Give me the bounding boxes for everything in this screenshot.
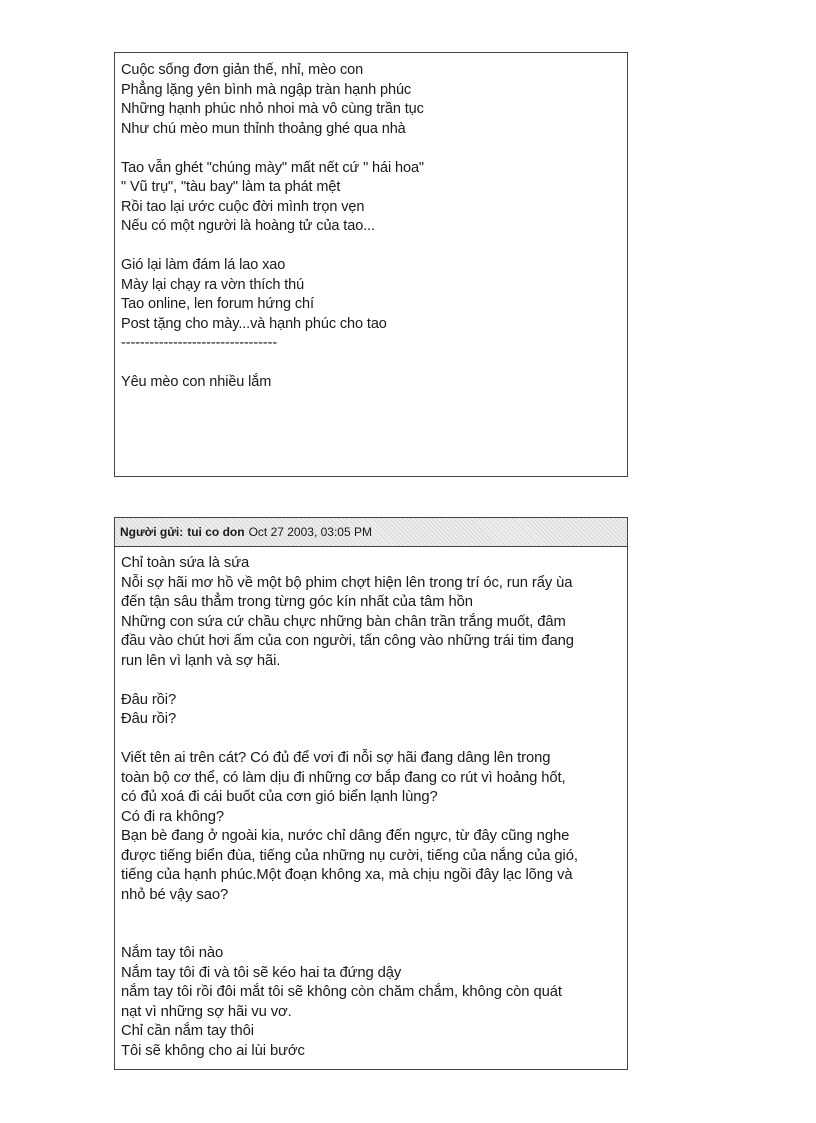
- post-header: [115, 518, 627, 547]
- post-body-1: Cuộc sống đơn giản thế, nhỉ, mèo con Phẳng lặng yên bình mà ngập tràn hạnh phúc Những hạnh phúc nhỏ nhoi mà vô cùng trần tục Như chú mèo mun thỉnh thoảng ghé qua nhà Tao vẫn ghét "chúng mày" mất nết cứ " hái hoa" " Vũ trụ", "tàu bay" làm ta phát mệt Rồi tao lại ước cuộc đời mình trọn vẹn Nếu có một người là hoàng tử của tao... Gió lại làm đám lá lao xao Mày lại chạy ra vờn thích thú Tao online, len forum hứng chí Post tặng cho mày...và hạnh phúc cho tao --------------------------------- Yêu mèo con nhiều lắm: [121, 62, 424, 390]
- post-box-1: [114, 52, 628, 477]
- post-timestamp: Oct 27 2003, 03:05 PM: [248, 525, 372, 539]
- sender-name: tui co don: [187, 525, 245, 539]
- post-body-2: Chỉ toàn sứa là sứa Nỗi sợ hãi mơ hồ về một bộ phim chợt hiện lên trong trí óc, run rẩy ùa đến tận sâu thẳm trong từng góc kín nhất của tâm hồn Những con sứa cứ chầu chực những bàn chân trần trắng muốt, đâm đầu vào chút hơi ấm của con người, tấn công vào những trái tim đang run lên vì lạnh và sợ hãi. Đâu rồi? Đâu rồi? Viết tên ai trên cát? Có đủ để vơi đi nỗi sợ hãi đang dâng lên trong toàn bộ cơ thể, có làm dịu đi những cơ bắp đang co rút vì hoảng hốt, có đủ xoá đi cái buốt của cơn gió biển lạnh lùng? Có đi ra không? Bạn bè đang ở ngoài kia, nước chỉ dâng đến ngực, từ đây cũng nghe được tiếng biển đùa, tiếng của những nụ cười, tiếng của nắng của gió, tiếng của hạnh phúc.Một đoạn không xa, mà chịu ngồi đây lạc lõng và nhỏ bé vậy sao? Nắm tay tôi nào Nắm tay tôi đi và tôi sẽ kéo hai ta đứng dậy nắm tay tôi rồi đôi mắt tôi sẽ không còn chăm chắm, không còn quát nạt vì những sợ hãi vu vơ. Chỉ cần nắm tay thôi Tôi sẽ không cho ai lùi bước: [121, 555, 578, 1059]
- post-box-2: [114, 517, 628, 1070]
- sender-label: Người gửi:: [120, 525, 184, 539]
